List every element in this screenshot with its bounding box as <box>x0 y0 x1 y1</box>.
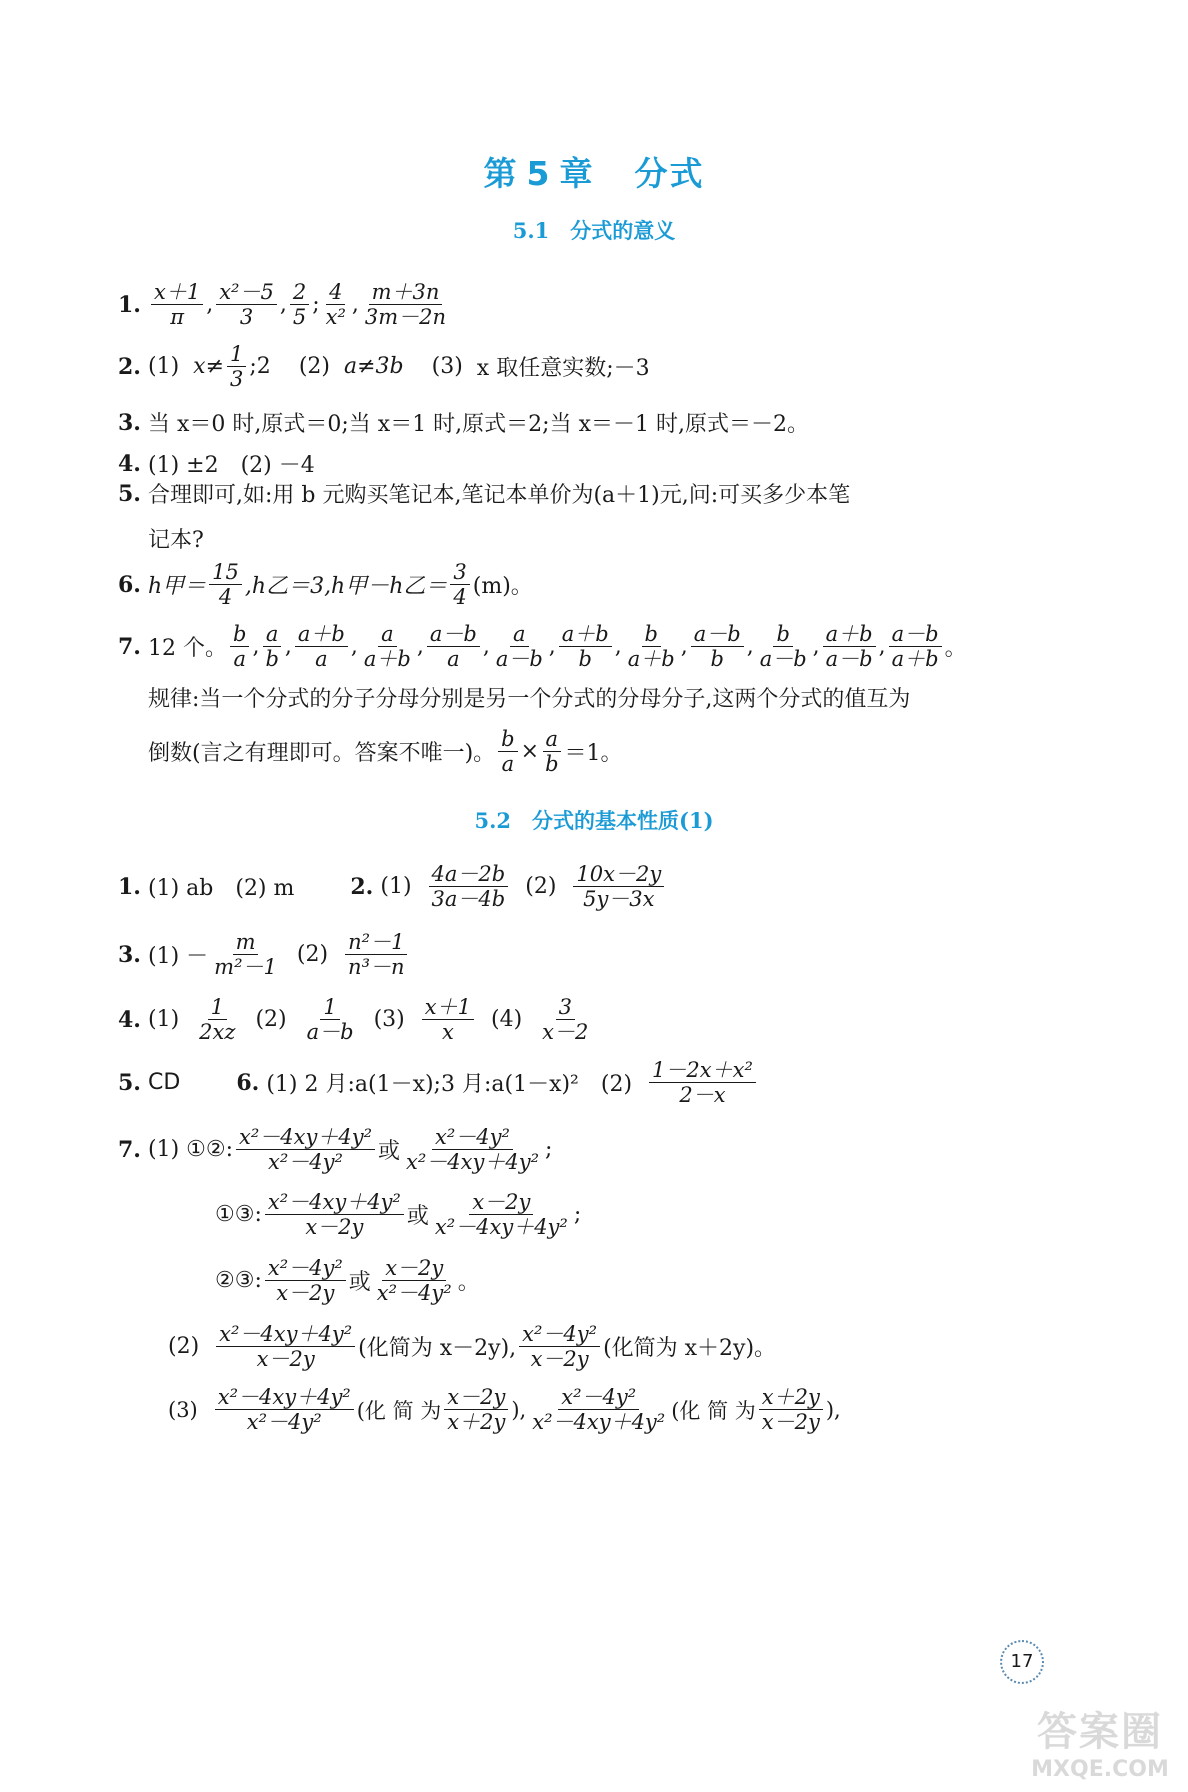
fraction: $\frac{\text{x²－4xy＋4y²}}{x-2y}$ <box>216 1322 355 1371</box>
fraction: $\frac{\text{x²－4y²}}{x-2y}$ <box>519 1322 600 1371</box>
answer-5-2-q3: 3. (1) － $\frac{m}{\text{m²－1}}$ (2) $\frac{\text{n²－1}}{\text{n³－n}}$ <box>118 930 411 979</box>
fraction: $\frac{\text{1－2x＋x²}}{2-x}$ <box>649 1058 756 1107</box>
answer-5-2-q4: 4. (1) $\frac{1}{2xz}$ (2) $\frac{1}{a-b}$ (3) $\frac{x+1}{x}$ (4) $\frac{3}{x-2}$ <box>118 995 594 1044</box>
fraction: $\frac{a+b}{a}$ <box>295 622 348 671</box>
fraction: $\frac{3}{4}$ <box>450 560 469 609</box>
fraction: $\frac{m}{\text{m²－1}}$ <box>214 930 277 980</box>
fraction: $\frac{x-2y}{x+2y}$ <box>444 1385 508 1434</box>
section-title-5-2: 5.2 分式的基本性质(1) <box>474 808 714 833</box>
fraction: $\frac{\text{x²－5}}{3}$ <box>216 280 277 329</box>
fraction: $\frac{a}{b}$ <box>262 622 281 671</box>
fraction: $\frac{b}{a-b}$ <box>759 622 807 672</box>
answer-5-2-q7-1b: ①③: $\frac{\text{x²－4xy＋4y²}}{x-2y}$ 或 $\frac{x-2y}{\text{x²－4xy＋4y²}}$ ; <box>215 1190 582 1240</box>
watermark-logo: 答案圈 MXQE.COM <box>1031 1709 1169 1782</box>
section-title-5-1: 5.1 分式的意义 <box>512 218 676 243</box>
answer-5-1-q6: 6. h甲＝ $\frac{15}{4}$ ,h乙＝3,h甲－h乙＝ $\frac{3}{4}$ (m)。 <box>118 560 533 610</box>
fraction: $\frac{4}{\text{x²}}$ <box>325 280 346 330</box>
fraction: $\frac{\text{x²－4y²}}{\text{x²－4xy＋4y²}}$ <box>406 1125 539 1175</box>
fraction: $\frac{a+b}{a-b}$ <box>823 622 876 671</box>
fraction: $\frac{1}{a-b}$ <box>306 995 354 1045</box>
answer-5-1-q2: 2. (1) x≠ $\frac{1}{3}$ ;2 (2) a≠3b (3) x 取任意实数;－3 <box>118 342 650 392</box>
fraction: $\frac{x-2y}{\text{x²－4y²}}$ <box>376 1256 452 1306</box>
fraction: $\frac{a}{a+b}$ <box>363 622 411 672</box>
page-number: 17 <box>1000 1640 1044 1684</box>
fraction: $\frac{b}{a}$ <box>498 727 517 776</box>
answer-5-1-q7-rule: 规律:当一个分式的分子分母分别是另一个分式的分母分子,这两个分式的值互为 <box>148 687 911 712</box>
q7-fraction-list: $\frac{b}{a}$ , $\frac{a}{b}$ , $\frac{a+b}{a}$ , $\frac{a}{a+b}$ , $\frac{a-b}{a}$ , $\frac{a}{a-b}$ , $\frac{a+b}{b}$ , $\frac{b}{a+b}$ , $\frac{a-b}{b}$ , $\frac{b}{a-b}$ , $\frac{a+b}{a-b}$ , $\frac{a-b}{a+b}$ <box>227 622 945 671</box>
fraction: $\frac{x+1}{x}$ <box>422 995 474 1044</box>
answer-5-1-q1: 1. $\frac{x+1}{\pi}$ , $\frac{\text{x²－5}}{3}$ , $\frac{2}{5}$ ; $\frac{4}{\text{x²}}$ , $\frac{m+3n}{3m-2n}$ <box>118 280 452 329</box>
answer-5-1-q3: 3. 当 x＝0 时,原式＝0;当 x＝1 时,原式＝2;当 x＝－1 时,原式＝－2。 <box>118 409 809 437</box>
fraction: $\frac{\text{x²－4y²}}{x-2y}$ <box>265 1256 346 1305</box>
fraction: $\frac{b}{a}$ <box>230 622 249 671</box>
fraction: $\frac{a-b}{a}$ <box>427 622 480 671</box>
fraction: $\frac{b}{a+b}$ <box>627 622 675 672</box>
fraction: $\frac{a}{a-b}$ <box>495 622 543 672</box>
answer-5-2-q5-q6: 5. CD 6. (1) 2 月:a(1－x);3 月:a(1－x)² (2) $\frac{\text{1－2x＋x²}}{2-x}$ <box>118 1058 759 1107</box>
fraction: $\frac{a+b}{b}$ <box>559 622 612 671</box>
fraction: $\frac{1}{2xz}$ <box>199 995 236 1045</box>
chapter-title: 第 5 章 分式 <box>483 154 705 193</box>
fraction: $\frac{2}{5}$ <box>290 280 309 329</box>
fraction: $\frac{a-b}{a+b}$ <box>889 622 942 671</box>
answer-5-1-q5: 5. 合理即可,如:用 b 元购买笔记本,笔记本单价为(a＋1)元,问:可买多少本笔 <box>118 480 851 508</box>
fraction: $\frac{x+2y}{x-2y}$ <box>759 1385 823 1434</box>
answer-5-2-q1-q2: 1. (1) ab (2) m 2. (1) $\frac{4a-2b}{3a-4b}$ (2) $\frac{10x-2y}{5y-3x}$ <box>118 862 667 911</box>
fraction: $\frac{\text{x²－4xy＋4y²}}{\text{x²－4y²}}$ <box>215 1385 354 1434</box>
fraction: $\frac{x+1}{\pi}$ <box>151 280 203 329</box>
fraction: $\frac{a}{b}$ <box>542 727 561 776</box>
answer-5-1-q7: 7. 12 个。 $\frac{b}{a}$ , $\frac{a}{b}$ , $\frac{a+b}{a}$ , $\frac{a}{a+b}$ , $\frac{a-b}{a}$ , $\frac{a}{a-b}$ , $\frac{a+b}{b}$ , $\frac{b}{a+b}$ , $\frac{a-b}{b}$ , $\frac{b}{a-b}$ , $\frac{a+b}{a-b}$ , $\frac{a-b}{a+b}$ 。 <box>118 622 967 672</box>
answer-5-1-q5-cont: 记本? <box>148 528 204 553</box>
fraction: $\frac{4a-2b}{3a-4b}$ <box>429 862 509 911</box>
answer-5-2-q7-2: (2) $\frac{\text{x²－4xy＋4y²}}{x-2y}$ (化简为 x－2y), $\frac{\text{x²－4y²}}{x-2y}$ (化简为 x＋2y)。 <box>168 1322 777 1372</box>
fraction: $\frac{\text{n²－1}}{\text{n³－n}}$ <box>345 930 407 979</box>
answer-5-2-q7-1: 7. (1) ①②: $\frac{\text{x²－4xy＋4y²}}{\text{x²－4y²}}$ 或 $\frac{\text{x²－4y²}}{\text{x²－4xy＋4y²}}$ ; <box>118 1125 553 1175</box>
answer-5-2-q7-1c: ②③: $\frac{\text{x²－4y²}}{x-2y}$ 或 $\frac{x-2y}{\text{x²－4y²}}$ 。 <box>215 1256 480 1306</box>
fraction: $\frac{\text{x²－4xy＋4y²}}{x-2y}$ <box>265 1190 404 1239</box>
fraction: $\frac{3}{x-2}$ <box>542 995 589 1045</box>
fraction: $\frac{m+3n}{3m-2n}$ <box>364 280 447 330</box>
fraction: $\frac{1}{3}$ <box>227 342 246 391</box>
answer-5-1-q7-rule-cont: 倒数(言之有理即可。答案不唯一)。 $\frac{b}{a}$ × $\frac{a}{b}$ ＝1。 <box>148 727 623 777</box>
answer-5-2-q7-3: (3) $\frac{\text{x²－4xy＋4y²}}{\text{x²－4y²}}$ (化 简 为 $\frac{x-2y}{x+2y}$ ), $\frac{\text{x²－4y²}}{\text{x²－4xy＋4y²}}$ (化 简 为 $\frac{x+2y}{x-2y}$ ), <box>168 1385 841 1435</box>
fraction: $\frac{\text{x²－4xy＋4y²}}{\text{x²－4y²}}$ <box>236 1125 375 1174</box>
fraction: $\frac{10x-2y}{5y-3x}$ <box>573 862 664 911</box>
fraction: $\frac{\text{x²－4y²}}{\text{x²－4xy＋4y²}}$ <box>532 1385 666 1435</box>
fraction: $\frac{15}{4}$ <box>209 560 242 609</box>
fraction: $\frac{x-2y}{\text{x²－4xy＋4y²}}$ <box>434 1190 568 1240</box>
answer-5-1-q4: 4. (1) ±2 (2) －4 <box>118 450 315 478</box>
fraction: $\frac{a-b}{b}$ <box>691 622 744 671</box>
